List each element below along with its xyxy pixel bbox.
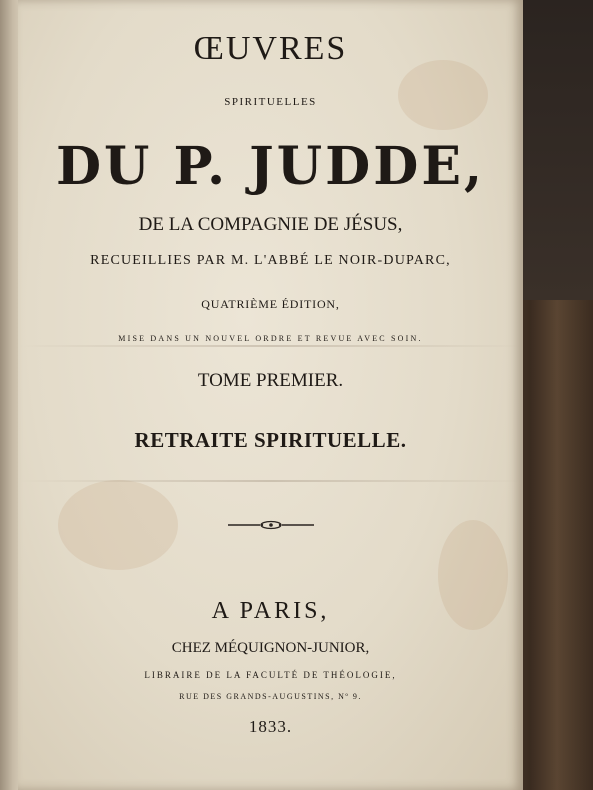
imprint-city: A PARIS, <box>211 598 330 624</box>
page-crease <box>18 345 523 347</box>
paper-stain <box>398 60 488 130</box>
compiler-line: RECUEILLIES PAR M. L'ABBÉ LE NOIR-DUPARC, <box>90 253 451 268</box>
author-order: DE LA COMPAGNIE DE JÉSUS, <box>138 214 403 235</box>
edition-line: QUATRIÈME ÉDITION, <box>201 297 340 311</box>
page-crease <box>18 480 523 482</box>
title-page <box>18 0 523 790</box>
imprint-publisher-role: LIBRAIRE DE LA FACULTÉ DE THÉOLOGIE, <box>144 670 397 680</box>
work-subtitle: SPIRITUELLES <box>224 96 317 108</box>
dark-background <box>523 0 593 300</box>
decorative-rule-icon <box>226 518 316 532</box>
imprint-publisher: CHEZ MÉQUIGNON-JUNIOR, <box>171 640 370 656</box>
paper-stain <box>58 480 178 570</box>
imprint-year: 1833. <box>248 717 293 736</box>
author-name: DU P. JUDDE, <box>55 136 486 197</box>
revision-note: MISE DANS UN NOUVEL ORDRE ET REVUE AVEC SOIN. <box>118 334 423 343</box>
volume-label: TOME PREMIER. <box>197 370 344 391</box>
imprint-address: RUE DES GRANDS-AUGUSTINS, Nº 9. <box>179 692 362 701</box>
section-title: RETRAITE SPIRITUELLE. <box>134 428 407 452</box>
work-title: ŒUVRES <box>193 30 348 67</box>
